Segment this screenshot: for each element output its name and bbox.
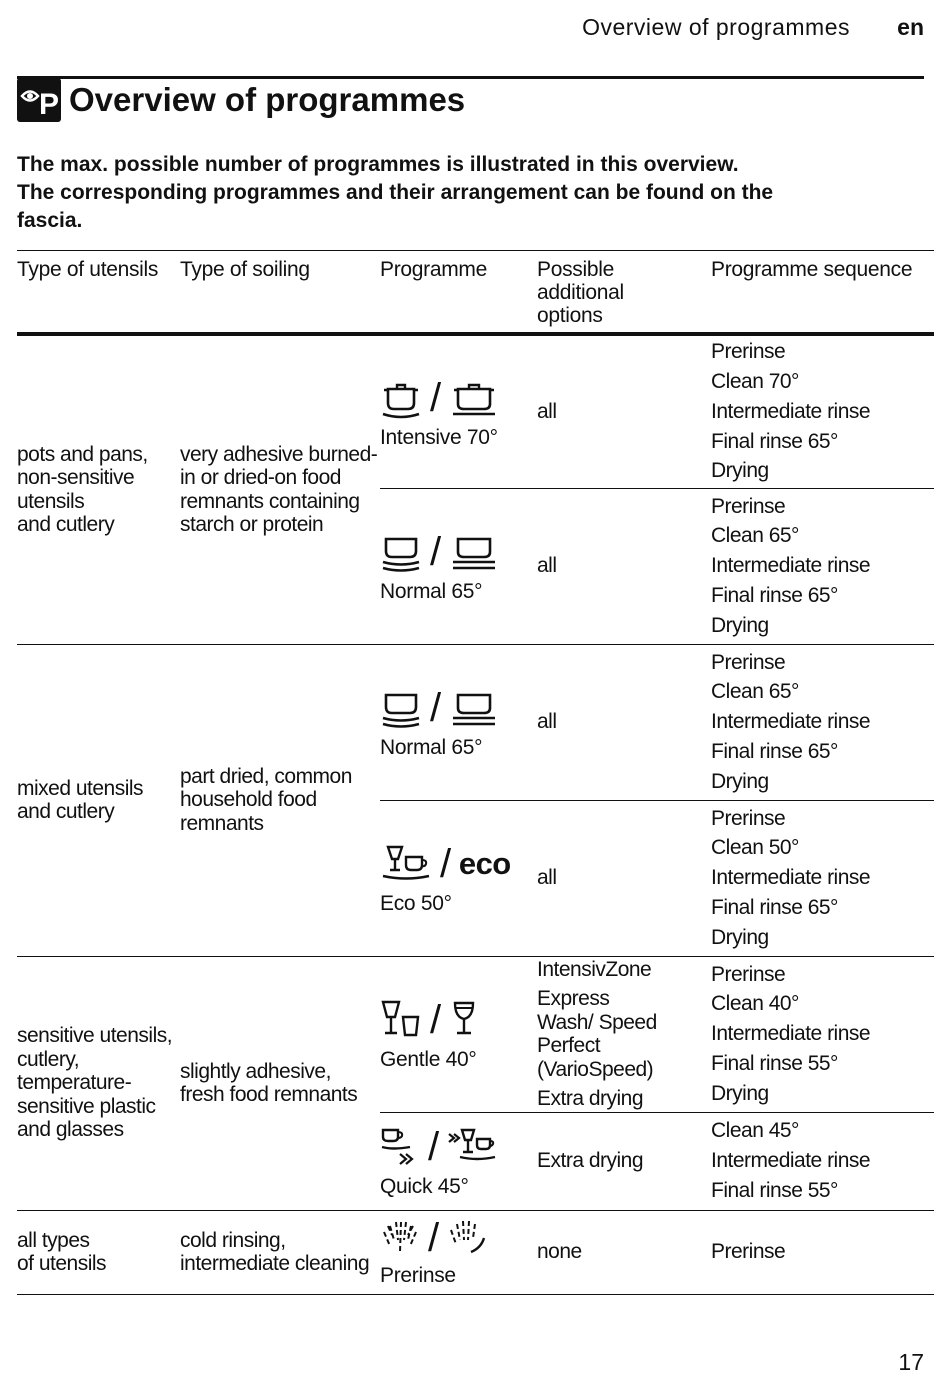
option-item: all bbox=[537, 400, 557, 423]
soiling-line: very adhesive burned- bbox=[180, 442, 378, 466]
bowl-outline-icon bbox=[449, 531, 499, 573]
option-item: all bbox=[537, 866, 557, 890]
sequence-step: Final rinse 55° bbox=[711, 1178, 838, 1202]
programme-name: Intensive 70° bbox=[380, 425, 498, 449]
soiling-line: cold rinsing, bbox=[180, 1228, 286, 1252]
eye-programme-icon bbox=[17, 78, 61, 122]
pot-icon bbox=[380, 377, 422, 419]
option-item: all bbox=[537, 710, 557, 734]
wine-glass-icon bbox=[449, 999, 479, 1041]
sequence-step: Drying bbox=[711, 1081, 769, 1105]
option-item: Express Wash/ Speed Perfect (VarioSpeed) bbox=[537, 987, 657, 1081]
programmes-table bbox=[17, 250, 934, 1295]
sequence-step: Prerinse bbox=[711, 1240, 786, 1264]
page-number: 17 bbox=[898, 1349, 924, 1375]
sequence-cell bbox=[711, 334, 934, 488]
options-cell bbox=[537, 956, 711, 1112]
glass-cup-gentle-icon bbox=[380, 999, 422, 1041]
option-item: all bbox=[537, 554, 557, 578]
programme-name: Eco 50° bbox=[380, 892, 452, 915]
options-cell bbox=[537, 644, 711, 800]
sequence-step: Intermediate rinse bbox=[711, 1022, 871, 1046]
spray-curve-icon bbox=[447, 1218, 487, 1258]
sequence-step: Prerinse bbox=[711, 962, 786, 986]
options-cell bbox=[537, 1112, 711, 1210]
table-row bbox=[17, 1210, 934, 1294]
options-cell bbox=[537, 488, 711, 644]
sequence-step: Intermediate rinse bbox=[711, 1149, 871, 1173]
utensils-cell bbox=[17, 644, 180, 956]
programme-cell: / Intensive 70° bbox=[380, 334, 537, 488]
sequence-step: Drying bbox=[711, 459, 769, 483]
options-cell bbox=[537, 1210, 711, 1294]
utensils-line: pots and pans, bbox=[17, 442, 148, 466]
utensils-line: non-sensitive bbox=[17, 466, 135, 490]
sequence-cell bbox=[711, 800, 934, 956]
header-options-line: Possible bbox=[537, 258, 614, 281]
sequence-step: Clean 40° bbox=[711, 992, 799, 1016]
utensils-line: and cutlery bbox=[17, 513, 115, 537]
intro-paragraph bbox=[17, 151, 917, 235]
soiling-line: part dried, common bbox=[180, 764, 352, 788]
programme-name: Normal 65° bbox=[380, 580, 483, 603]
utensils-line: mixed utensils bbox=[17, 776, 144, 800]
sequence-step: Intermediate rinse bbox=[711, 554, 871, 578]
running-header-title: Overview of programmes bbox=[582, 14, 850, 40]
sequence-step: Final rinse 65° bbox=[711, 895, 838, 919]
soiling-line: remnants containing bbox=[180, 489, 360, 513]
programme-name: Normal 65° bbox=[380, 736, 483, 759]
utensils-line: and cutlery bbox=[17, 800, 115, 823]
option-item: Extra drying bbox=[537, 1149, 644, 1173]
header-options bbox=[537, 251, 711, 335]
utensils-cell bbox=[17, 1210, 180, 1294]
programme-name: Prerinse bbox=[380, 1264, 456, 1287]
utensils-line: utensils bbox=[17, 489, 85, 513]
header-utensils: Type of utensils bbox=[17, 251, 180, 335]
bowl-icon bbox=[380, 531, 422, 573]
sequence-cell bbox=[711, 488, 934, 644]
utensils-line: all types bbox=[17, 1228, 90, 1252]
sequence-step: Intermediate rinse bbox=[711, 710, 871, 734]
pot-outline-icon bbox=[449, 377, 499, 419]
header-programme: Programme bbox=[380, 251, 537, 335]
soiling-line: intermediate cleaning bbox=[180, 1252, 370, 1275]
soiling-cell bbox=[180, 334, 380, 644]
sequence-step: Prerinse bbox=[711, 494, 786, 518]
intro-line: The corresponding programmes and their arrangement can be found on the bbox=[17, 181, 774, 204]
header-soiling: Type of soiling bbox=[180, 251, 380, 335]
sequence-step: Clean 50° bbox=[711, 836, 799, 860]
soiling-line: starch or protein bbox=[180, 513, 324, 537]
utensils-line: cutlery, bbox=[17, 1047, 80, 1071]
sequence-cell bbox=[711, 1210, 934, 1294]
utensils-line: and glasses bbox=[17, 1118, 124, 1142]
programme-name: Quick 45° bbox=[380, 1175, 469, 1198]
utensils-line: sensitive plastic bbox=[17, 1094, 156, 1118]
utensils-line: of utensils bbox=[17, 1252, 107, 1275]
sequence-step: Final rinse 65° bbox=[711, 583, 838, 607]
sequence-step: Clean 45° bbox=[711, 1119, 799, 1143]
sequence-step: Prerinse bbox=[711, 806, 786, 830]
sequence-step: Clean 70° bbox=[711, 370, 799, 394]
programme-cell: / Gentle 40° bbox=[380, 956, 537, 1112]
soiling-cell bbox=[180, 956, 380, 1210]
page-title: Overview of programmes bbox=[69, 81, 466, 118]
programme-cell: / eco Eco 50° bbox=[380, 800, 537, 956]
soiling-cell bbox=[180, 644, 380, 956]
soiling-line: fresh food remnants bbox=[180, 1083, 358, 1106]
sequence-cell bbox=[711, 644, 934, 800]
table-header-row bbox=[17, 251, 934, 335]
table-row bbox=[17, 644, 934, 800]
sequence-step: Final rinse 65° bbox=[711, 429, 838, 453]
option-item: Extra drying bbox=[537, 1087, 644, 1110]
utensils-cell bbox=[17, 334, 180, 644]
sequence-step: Prerinse bbox=[711, 340, 786, 364]
speed-glass-cup-icon bbox=[447, 1126, 497, 1168]
section-icon-letter: P bbox=[39, 88, 59, 117]
options-cell bbox=[537, 800, 711, 956]
sequence-cell bbox=[711, 956, 934, 1112]
cup-speed-icon bbox=[380, 1126, 420, 1168]
section-title bbox=[17, 78, 465, 122]
sequence-step: Clean 65° bbox=[711, 524, 799, 548]
soiling-line: household food bbox=[180, 788, 317, 812]
soiling-line: in or dried-on food bbox=[180, 466, 341, 490]
eco-label: eco bbox=[458, 846, 511, 881]
spray-icon bbox=[380, 1218, 420, 1258]
sequence-step: Drying bbox=[711, 613, 769, 637]
sequence-step: Clean 65° bbox=[711, 680, 799, 704]
table-row bbox=[17, 956, 934, 1112]
option-item: none bbox=[537, 1240, 582, 1264]
bowl-icon bbox=[380, 687, 422, 729]
header-options-line: options bbox=[537, 304, 603, 327]
utensils-line: temperature- bbox=[17, 1071, 132, 1095]
header-options-line: additional bbox=[537, 281, 624, 304]
intro-line: The max. possible number of programmes is illustrated in this overview. bbox=[17, 153, 739, 176]
sequence-step: Prerinse bbox=[711, 650, 786, 674]
soiling-line: slightly adhesive, bbox=[180, 1059, 331, 1083]
sequence-step: Drying bbox=[711, 925, 769, 949]
soiling-cell bbox=[180, 1210, 380, 1294]
table-row bbox=[17, 334, 934, 488]
sequence-step: Intermediate rinse bbox=[711, 866, 871, 890]
programme-cell: / Normal 65° bbox=[380, 644, 537, 800]
programme-cell: / Prerinse bbox=[380, 1210, 537, 1294]
glass-cup-icon bbox=[380, 843, 432, 885]
sequence-step: Intermediate rinse bbox=[711, 399, 871, 423]
utensils-cell bbox=[17, 956, 180, 1210]
sequence-step: Drying bbox=[711, 769, 769, 793]
option-item: IntensivZone bbox=[537, 957, 652, 981]
options-cell bbox=[537, 334, 711, 488]
sequence-step: Final rinse 55° bbox=[711, 1051, 838, 1075]
intro-line: fascia. bbox=[17, 209, 83, 232]
bowl-outline-icon bbox=[449, 687, 499, 729]
sequence-cell bbox=[711, 1112, 934, 1210]
programme-cell: / Quick 45° bbox=[380, 1112, 537, 1210]
language-code: en bbox=[897, 14, 924, 40]
running-header bbox=[0, 12, 950, 46]
header-sequence: Programme sequence bbox=[711, 251, 934, 335]
soiling-line: remnants bbox=[180, 811, 264, 835]
programme-name: Gentle 40° bbox=[380, 1048, 477, 1071]
programme-cell: / Normal 65° bbox=[380, 488, 537, 644]
sequence-step: Final rinse 65° bbox=[711, 739, 838, 763]
utensils-line: sensitive utensils, bbox=[17, 1024, 173, 1048]
